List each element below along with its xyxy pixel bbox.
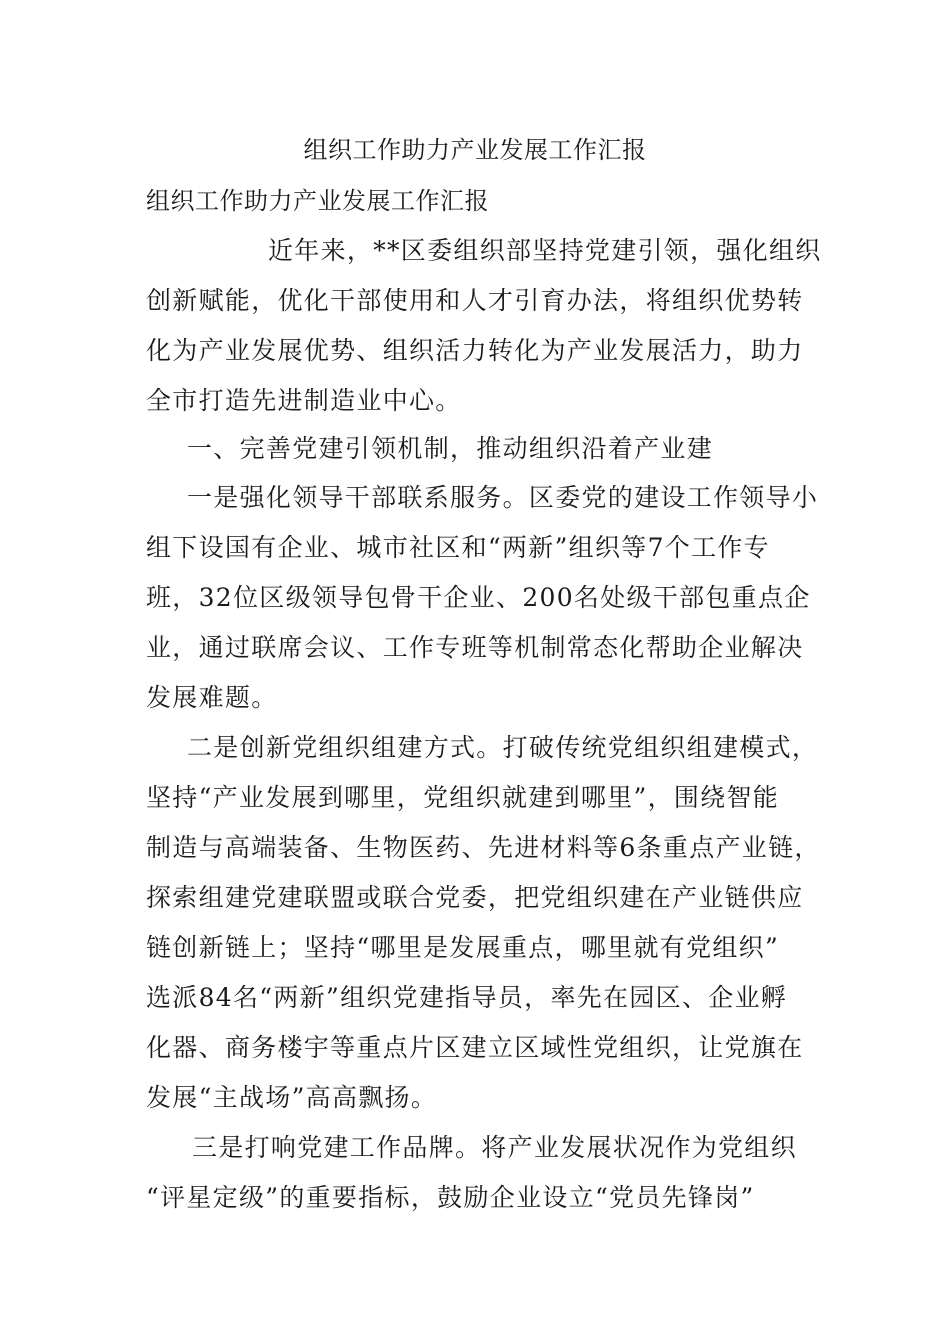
para2-line: 探索组建党建联盟或联合党委，把党组织建在产业链供应 [146, 883, 804, 912]
section-heading: 一、完善党建引领机制，推动组织沿着产业建 [187, 434, 714, 463]
para2-line: 二是创新党组织组建方式。打破传统党组织组建模式， [187, 733, 819, 762]
intro-line: 创新赋能，优化干部使用和人才引育办法，将组织优势转 [146, 286, 804, 315]
intro-line: 全市打造先进制造业中心。 [146, 386, 462, 415]
para3-line: “评星定级”的重要指标，鼓励企业设立“党员先锋岗” [146, 1183, 755, 1212]
para2-line: 化器、商务楼宇等重点片区建立区域性党组织，让党旗在 [146, 1033, 804, 1062]
para3-line: 三是打响党建工作品牌。将产业发展状况作为党组织 [192, 1133, 797, 1162]
para2-line: 制造与高端装备、生物医药、先进材料等6条重点产业链， [146, 833, 821, 862]
para2-line: 坚持“产业发展到哪里，党组织就建到哪里”，围绕智能 [146, 783, 780, 812]
para1-line: 发展难题。 [146, 683, 278, 712]
para1-line: 组下设国有企业、城市社区和“两新”组织等7个工作专 [146, 533, 770, 562]
para1-line: 一是强化领导干部联系服务。区委党的建设工作领导小 [187, 483, 819, 512]
document-subtitle: 组织工作助力产业发展工作汇报 [146, 187, 489, 215]
intro-line: 化为产业发展优势、组织活力转化为产业发展活力，助力 [146, 336, 804, 365]
document-title: 组织工作助力产业发展工作汇报 [303, 136, 647, 164]
para1-line: 班，32位区级领导包骨干企业、200名处级干部包重点企 [146, 583, 811, 612]
intro-line: 近年来，**区委组织部坚持党建引领，强化组织 [268, 236, 822, 265]
para1-line: 业，通过联席会议、工作专班等机制常态化帮助企业解决 [146, 633, 804, 662]
para2-line: 发展“主战场”高高飘扬。 [146, 1083, 438, 1112]
para2-line: 链创新链上；坚持“哪里是发展重点，哪里就有党组织” [146, 933, 780, 962]
para2-line: 选派84名“两新”组织党建指导员，率先在园区、企业孵 [146, 983, 788, 1012]
